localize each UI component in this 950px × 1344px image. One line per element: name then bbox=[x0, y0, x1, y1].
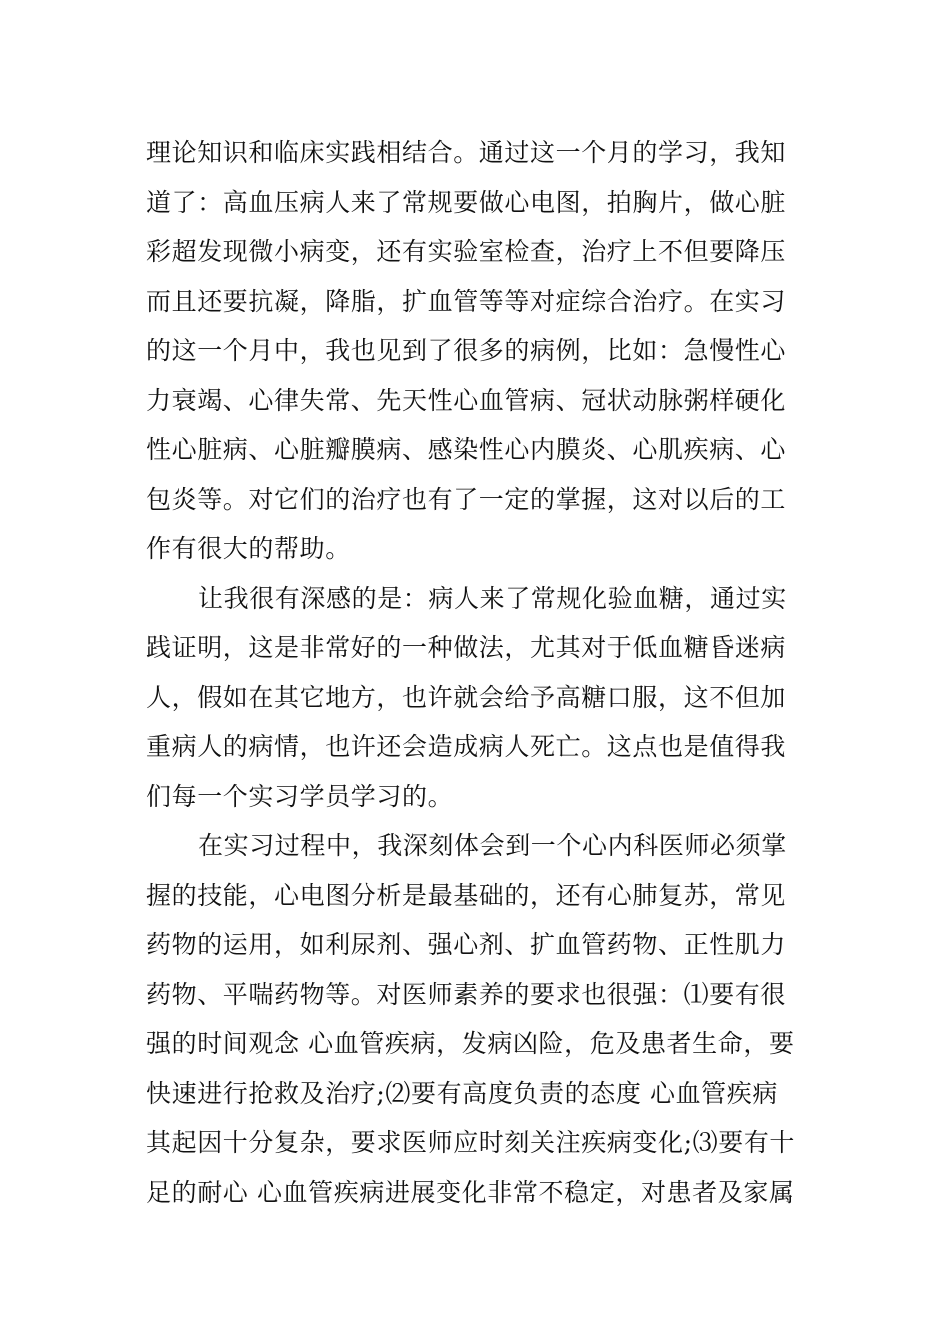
text-line: 们每一个实习学员学习的。 bbox=[146, 781, 454, 811]
text-line: 包炎等。对它们的治疗也有了一定的掌握，这对以后的工 bbox=[146, 484, 787, 514]
text-line: 力衰竭、心律失常、先天性心血管病、冠状动脉粥样硬化 bbox=[146, 385, 787, 415]
text-line: 彩超发现微小病变，还有实验室检查，治疗上不但要降压 bbox=[146, 237, 787, 266]
text-line: 快速进行抢救及治疗;⑵要有高度负责的态度 心血管疾病 bbox=[146, 1078, 778, 1108]
text-line: 足的耐心 心血管疾病进展变化非常不稳定，对患者及家属 bbox=[146, 1177, 795, 1207]
paragraph-start-line: 让我很有深感的是：病人来了常规化验血糖，通过实 bbox=[198, 583, 787, 613]
text-line: 强的时间观念 心血管疾病，发病凶险，危及患者生命，要 bbox=[146, 1029, 795, 1058]
text-line: 践证明，这是非常好的一种做法，尤其对于低血糖昏迷病 bbox=[146, 633, 787, 662]
text-line: 药物、平喘药物等。对医师素养的要求也很强：⑴要有很 bbox=[146, 979, 787, 1009]
text-line: 人，假如在其它地方，也许就会给予高糖口服，这不但加 bbox=[146, 682, 787, 712]
text-line: 重病人的病情，也许还会造成病人死亡。这点也是值得我 bbox=[146, 732, 787, 761]
body-text bbox=[146, 128, 806, 1217]
text-line: 握的技能，心电图分析是最基础的，还有心肺复苏，常见 bbox=[146, 880, 787, 910]
text-line: 性心脏病、心脏瓣膜病、感染性心内膜炎、心肌疾病、心 bbox=[146, 435, 787, 464]
text-line: 道了：高血压病人来了常规要做心电图，拍胸片，做心脏 bbox=[146, 187, 787, 217]
paragraph-start-line: 在实习过程中，我深刻体会到一个心内科医师必须掌 bbox=[198, 831, 787, 860]
text-line: 作有很大的帮助。 bbox=[146, 534, 351, 563]
text-line: 的这一个月中，我也见到了很多的病例，比如：急慢性心 bbox=[146, 336, 787, 365]
text-line: 其起因十分复杂，要求医师应时刻关注疾病变化;⑶要有十 bbox=[146, 1128, 796, 1157]
text-line: 而且还要抗凝，降脂，扩血管等等对症综合治疗。在实习 bbox=[146, 286, 787, 316]
text-line: 理论知识和临床实践相结合。通过这一个月的学习，我知 bbox=[146, 138, 787, 167]
text-line: 药物的运用，如利尿剂、强心剂、扩血管药物、正性肌力 bbox=[146, 930, 787, 959]
